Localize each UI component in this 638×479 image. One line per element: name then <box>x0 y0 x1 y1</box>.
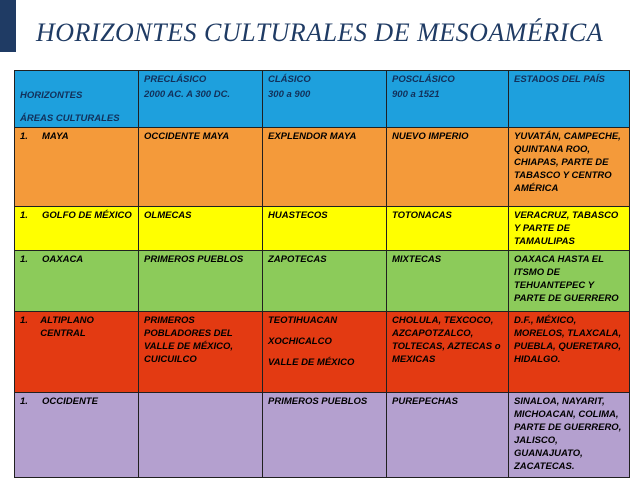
estados-cell <box>509 393 630 478</box>
row-number: 1. <box>20 254 28 265</box>
table-header-row <box>15 71 630 128</box>
posclasico-value: NUEVO IMPERIO <box>392 131 469 142</box>
header-posclasico: POSCLÁSICO <box>392 74 455 85</box>
row-number: 1. <box>20 210 28 221</box>
estados-cell <box>509 128 630 207</box>
estados-value: YUVATÁN, CAMPECHE, QUINTANA ROO, CHIAPAS, PARTE DE TABASCO Y CENTRO AMÉRICA <box>514 131 621 194</box>
preclasico-value: PRIMEROS POBLADORES DEL VALLE DE MÉXICO, CUICUILCO <box>144 315 234 365</box>
header-estados: ESTADOS DEL PAÍS <box>514 74 605 85</box>
header-cell-clasico <box>263 71 387 128</box>
clasico-value: ZAPOTECAS <box>268 254 327 265</box>
preclasico-cell <box>139 312 263 393</box>
preclasico-value: OLMECAS <box>144 210 192 221</box>
header-clasico-range: 300 a 900 <box>268 89 311 100</box>
area-cell <box>15 207 139 251</box>
table-row-maya <box>15 128 630 207</box>
posclasico-value: CHOLULA, TEXCOCO, AZCAPOTZALCO, TOLTECAS, AZTECAS o MEXICAS <box>392 315 501 365</box>
clasico-value: HUASTECOS <box>268 210 328 221</box>
estados-value: VERACRUZ, TABASCO Y PARTE DE TAMAULIPAS <box>514 210 619 247</box>
estados-cell <box>509 207 630 251</box>
header-posclasico-range: 900 a 1521 <box>392 89 440 100</box>
area-name: OCCIDENTE <box>42 396 98 407</box>
clasico-cell <box>263 312 387 393</box>
area-cell <box>15 312 139 393</box>
header-clasico: CLÁSICO <box>268 74 311 85</box>
clasico-value: EXPLENDOR MAYA <box>268 131 357 142</box>
posclasico-cell <box>387 393 509 478</box>
table-row-oaxaca <box>15 251 630 312</box>
clasico-value-3: VALLE DE MÉXICO <box>268 357 355 368</box>
clasico-cell <box>263 128 387 207</box>
posclasico-cell <box>387 312 509 393</box>
row-number: 1. <box>20 315 28 326</box>
estados-cell <box>509 312 630 393</box>
header-cell-areas <box>15 71 139 128</box>
area-name: MAYA <box>42 131 69 142</box>
header-horizontes: HORIZONTES <box>20 90 83 101</box>
area-cell <box>15 393 139 478</box>
clasico-value-1: TEOTIHUACAN <box>268 315 338 326</box>
header-preclasico: PRECLÁSICO <box>144 74 207 85</box>
estados-cell <box>509 251 630 312</box>
clasico-cell <box>263 393 387 478</box>
clasico-value: PRIMEROS PUEBLOS <box>268 396 368 407</box>
header-cell-estados <box>509 71 630 128</box>
table-row-occidente <box>15 393 630 478</box>
estados-value: D.F., MÉXICO, MORELOS, TLAXCALA, PUEBLA, QUERETARO, HIDALGO. <box>514 315 622 365</box>
preclasico-value: OCCIDENTE MAYA <box>144 131 230 142</box>
area-cell <box>15 251 139 312</box>
clasico-value-2: XOCHICALCO <box>268 336 332 347</box>
posclasico-value: PUREPECHAS <box>392 396 458 407</box>
table-row-altiplano <box>15 312 630 393</box>
estados-value: OAXACA HASTA EL ITSMO DE TEHUANTEPEC Y PARTE DE GUERRERO <box>514 254 619 304</box>
page-title: HORIZONTES CULTURALES DE MESOAMÉRICA <box>36 18 604 47</box>
preclasico-cell <box>139 393 263 478</box>
row-number: 1. <box>20 131 28 142</box>
preclasico-value: PRIMEROS PUEBLOS <box>144 254 244 265</box>
preclasico-cell <box>139 207 263 251</box>
table-row-golfo <box>15 207 630 251</box>
clasico-cell <box>263 251 387 312</box>
horizons-table <box>14 70 630 478</box>
posclasico-value: MIXTECAS <box>392 254 442 265</box>
header-cell-posclasico <box>387 71 509 128</box>
preclasico-cell <box>139 128 263 207</box>
header-preclasico-range: 2000 AC. A 300 DC. <box>144 89 231 100</box>
row-number: 1. <box>20 396 28 407</box>
area-name: OAXACA <box>42 254 84 265</box>
area-cell <box>15 128 139 207</box>
header-areas: ÁREAS CULTURALES <box>20 113 120 124</box>
clasico-cell <box>263 207 387 251</box>
posclasico-cell <box>387 207 509 251</box>
posclasico-value: TOTONACAS <box>392 210 452 221</box>
area-name: GOLFO DE MÉXICO <box>42 210 132 221</box>
estados-value: SINALOA, NAYARIT, MICHOACAN, COLIMA, PARTE DE GUERRERO, JALISCO, GUANAJUATO, ZACATECAS. <box>514 396 622 472</box>
area-name: ALTIPLANO CENTRAL <box>40 315 94 339</box>
posclasico-cell <box>387 128 509 207</box>
header-cell-preclasico <box>139 71 263 128</box>
preclasico-cell <box>139 251 263 312</box>
posclasico-cell <box>387 251 509 312</box>
title-accent-bar <box>0 0 16 52</box>
